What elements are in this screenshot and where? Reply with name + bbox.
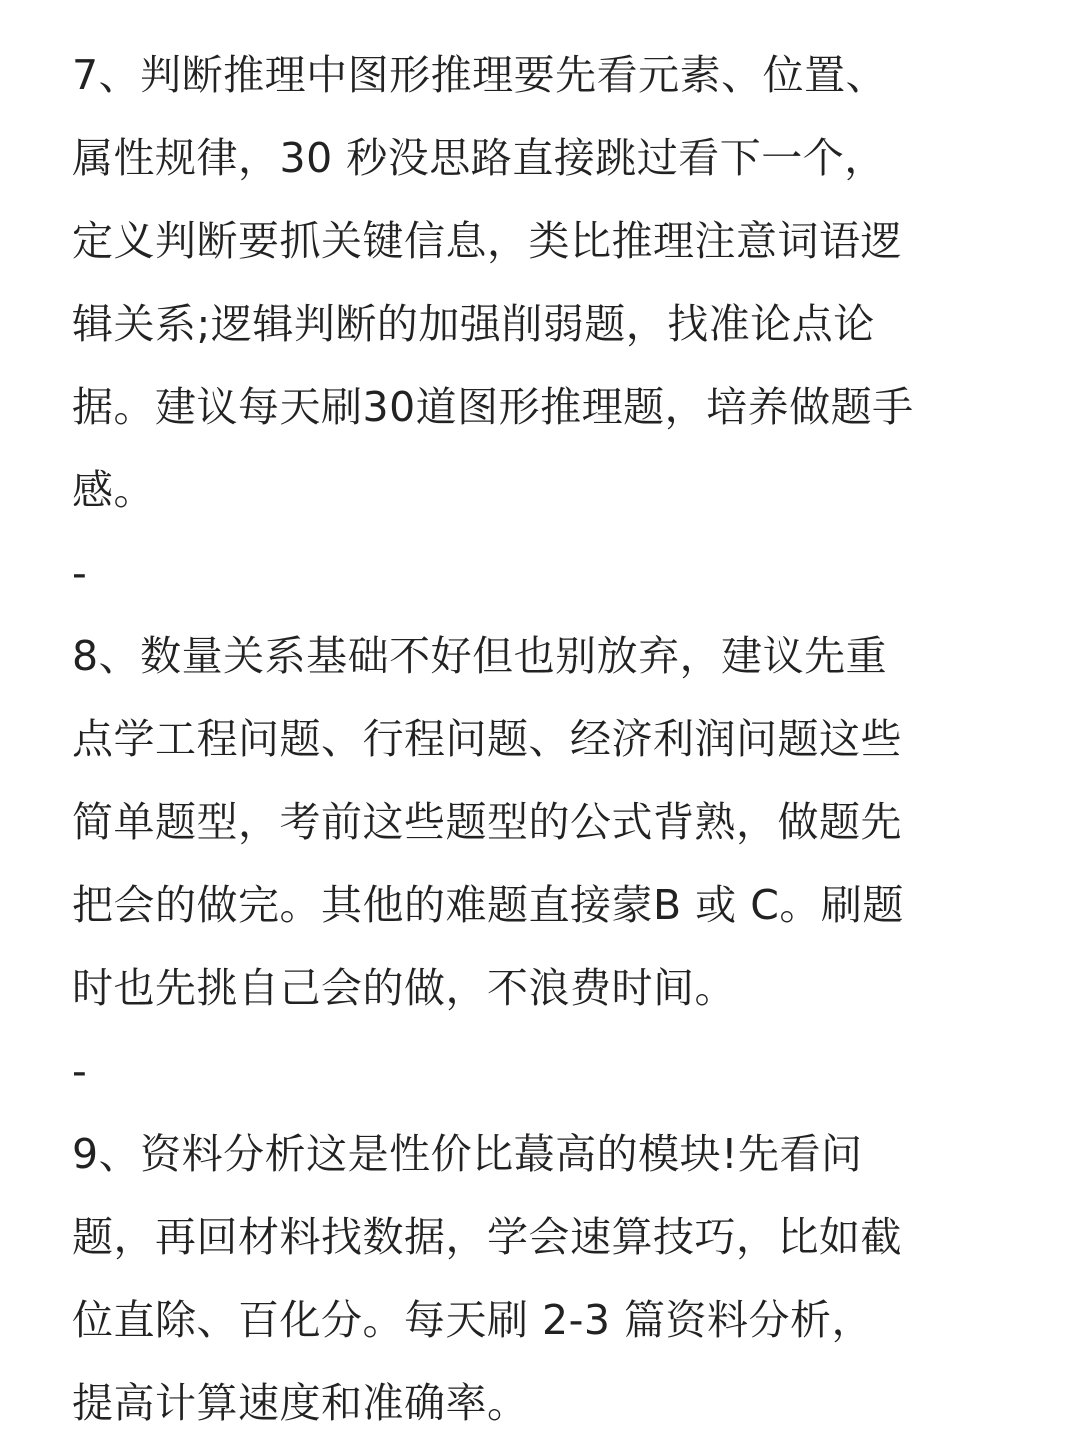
paragraph-line: 题，再回材料找数据，学会速算技巧，比如截 — [72, 1213, 902, 1261]
tip-9-paragraph — [72, 1113, 1022, 1445]
tip-8-paragraph — [72, 615, 1022, 1030]
section-separator: - — [72, 549, 87, 597]
paragraph-line: 简单题型，考前这些题型的公式背熟，做题先 — [72, 798, 902, 846]
document-body — [72, 34, 1022, 1445]
paragraph-line: 点学工程问题、行程问题、经济利润问题这些 — [72, 715, 902, 763]
paragraph-line: 提高计算速度和准确率。 — [72, 1379, 529, 1427]
paragraph-line: 把会的做完。其他的难题直接蒙B 或 C。刷题 — [72, 881, 904, 929]
paragraph-line: 据。建议每天刷30道图形推理题，培养做题手 — [72, 383, 914, 431]
paragraph-line: 位直除、百化分。每天刷 2-3 篇资料分析， — [72, 1296, 874, 1344]
paragraph-line: 7、判断推理中图形推理要先看元素、位置、 — [72, 51, 888, 99]
paragraph-line: 8、数量关系基础不好但也别放弃，建议先重 — [72, 632, 888, 680]
paragraph-line: 属性规律，30 秒没思路直接跳过看下一个， — [72, 134, 886, 182]
tip-7-paragraph — [72, 34, 1022, 532]
section-separator: - — [72, 1047, 87, 1095]
paragraph-line: 感。 — [72, 466, 155, 514]
paragraph-line: 时也先挑自己会的做，不浪费时间。 — [72, 964, 736, 1012]
paragraph-line: 辑关系;逻辑判断的加强削弱题，找准论点论 — [72, 300, 875, 348]
paragraph-line: 9、资料分析这是性价比蕞高的模块!先看问 — [72, 1130, 863, 1178]
paragraph-line: 定义判断要抓关键信息，类比推理注意词语逻 — [72, 217, 902, 265]
